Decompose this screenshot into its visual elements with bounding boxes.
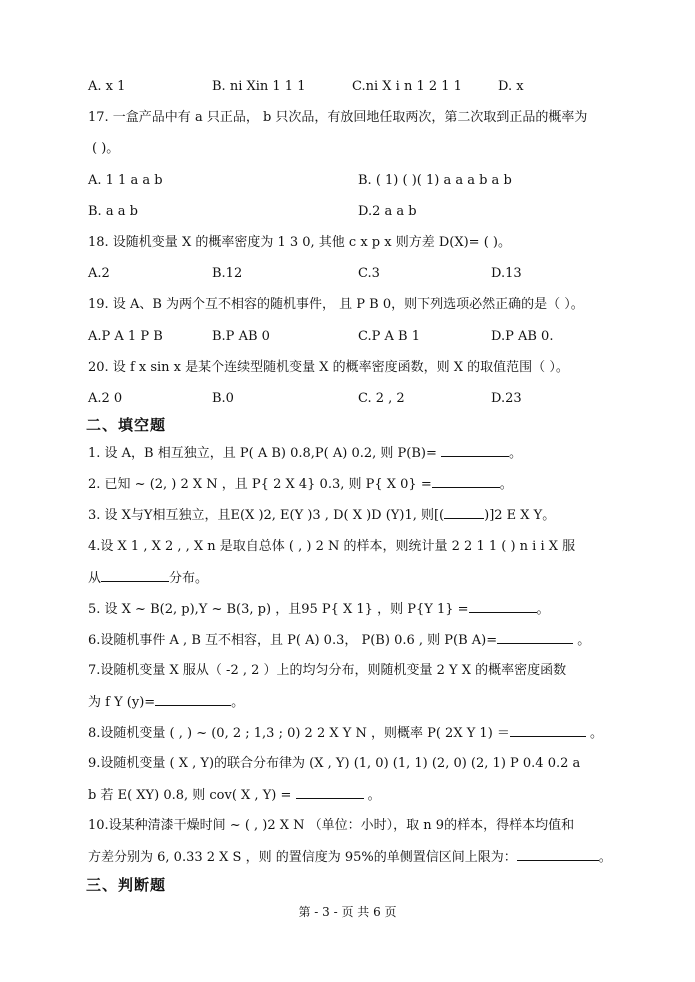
fill-5-blank: [469, 600, 537, 613]
fill-7-cont: [88, 693, 244, 712]
fill-1-blank: [441, 444, 509, 457]
fill-5: [88, 600, 550, 619]
q20-option-a: A.2 0: [88, 391, 123, 406]
fill-4-cont-text: 从: [88, 571, 102, 586]
fill-10-blank: [517, 848, 599, 861]
q17-stem: 17. 一盒产品中有 a 只正品， b 只次品，有放回地任取两次，第二次取到正品的概率为: [88, 110, 588, 125]
q19-option-a: A.P A 1 P B: [88, 329, 163, 344]
fill-3: [88, 506, 555, 525]
q18-option-d: D.13: [491, 266, 522, 281]
fill-1-post: 。: [509, 446, 523, 461]
fill-4-text: 4.设 X 1 , X 2 , , X n 是取自总体 ( , ) 2 N 的样本，则统计量 2 2 1 1 ( ) n i i X 服: [88, 539, 576, 554]
fill-10-post: 。: [598, 850, 612, 865]
q18-stem: 18. 设随机变量 X 的概率密度为 1 3 0, 其他 c x p x 则方差 D(X)= ( )。: [88, 235, 511, 250]
fill-10-text: 10.设某种清漆干燥时间 ~ ( , )2 X N （单位：小时），取 n 9的样本，得样本均值和: [88, 818, 575, 833]
fill-10-cont: [88, 848, 612, 867]
q19-option-c: C.P A B 1: [358, 329, 420, 344]
q20-stem: 20. 设 f x sin x 是某个连续型随机变量 X 的概率密度函数，则 X 的取值范围（ ）。: [88, 360, 569, 375]
fill-3-blank: [444, 506, 484, 519]
page-footer: 第 - 3 - 页 共 6 页: [298, 905, 397, 919]
fill-6-post: 。: [573, 633, 591, 648]
fill-7-text: 7.设随机变量 X 服从（ -2 , 2 ）上的均匀分布，则随机变量 2 Y X 的概率密度函数: [88, 663, 567, 678]
fill-4-cont: [88, 569, 208, 588]
fill-8: [88, 724, 603, 743]
q19-option-d: D.P AB 0.: [491, 329, 554, 344]
q19-option-b: B.P AB 0: [212, 329, 270, 344]
fill-10-cont-text: 方差分别为 6, 0.33 2 X S ，则 的置信度为 95%的单侧置信区间上限为：: [88, 850, 517, 865]
fill-9-blank: [296, 786, 364, 799]
fill-2-text: 2. 已知 ~ (2, ) 2 X N ，且 P{ 2 X 4} 0.3, 则 P{ X 0} =: [88, 477, 432, 492]
fill-9: [88, 755, 580, 773]
q18-option-a: A.2: [88, 266, 110, 281]
q18-option-b: B.12: [212, 266, 243, 281]
fill-9-cont: [88, 786, 381, 805]
q16-option-c: C.ni X i n 1 2 1 1: [352, 79, 462, 94]
fill-7-blank: [155, 693, 231, 706]
fill-3-post: )]2 E X Y。: [484, 508, 556, 523]
fill-9-post: 。: [363, 788, 381, 803]
q20-option-c: C. 2 , 2: [358, 391, 405, 406]
fill-6-blank: [497, 631, 573, 644]
fill-7-post: 。: [231, 695, 245, 710]
fill-5-text: 5. 设 X ~ B(2, p),Y ~ B(3, p) ，且95 P{ X 1} ，则 P{Y 1} =: [88, 602, 469, 617]
q16-option-b: B. ni Xin 1 1 1: [212, 79, 306, 94]
section-judgement-title: 三、判断题: [86, 876, 167, 894]
fill-6: [88, 631, 590, 650]
fill-2-post: 。: [499, 477, 513, 492]
q17-option-c: B. a a b: [88, 204, 138, 219]
fill-4-blank: [101, 569, 169, 582]
fill-7: [88, 662, 566, 680]
q19-stem: 19. 设 A、B 为两个互不相容的随机事件， 且 P B 0，则下列选项必然正确的是（ ）。: [88, 297, 584, 312]
fill-5-post: 。: [536, 602, 550, 617]
q17-paren: ( )。: [92, 141, 120, 156]
section-fill-in-title: 二、填空题: [86, 416, 167, 434]
fill-1: [88, 444, 522, 463]
q16-option-d: D. x: [498, 79, 524, 94]
fill-4: [88, 538, 575, 556]
fill-10: [88, 817, 574, 835]
fill-2: [88, 475, 513, 494]
fill-1-text: 1. 设 A，B 相互独立，且 P( A B) 0.8,P( A) 0.2, 则 P(B)=: [88, 446, 441, 461]
fill-3-text: 3. 设 X与Y相互独立，且E(X )2, E(Y )3 , D( X )D (Y)1, 则[(: [88, 508, 445, 523]
q18-option-c: C.3: [358, 266, 380, 281]
fill-4-post: 分布。: [169, 571, 209, 586]
fill-8-text: 8.设随机变量 ( , ) ~ (0, 2 ; 1,3 ; 0) 2 2 X Y N ，则概率 P( 2X Y 1) ＝: [88, 726, 510, 741]
q17-option-a: A. 1 1 a a b: [88, 173, 163, 188]
fill-7-cont-text: 为 f Y (y)=: [88, 695, 156, 710]
q17-option-d: D.2 a a b: [358, 204, 417, 219]
fill-6-text: 6.设随机事件 A , B 互不相容，且 P( A) 0.3， P(B) 0.6 , 则 P(B A)=: [88, 633, 498, 648]
q16-option-a: A. x 1: [88, 79, 126, 94]
fill-2-blank: [432, 475, 500, 488]
fill-8-blank: [510, 724, 586, 737]
q20-option-b: B.0: [212, 391, 234, 406]
fill-9-text: 9.设随机变量 ( X , Y)的联合分布律为 (X , Y) (1, 0) (1, 1) (2, 0) (2, 1) P 0.4 0.2 a: [88, 756, 581, 771]
fill-9-cont-text: b 若 E( XY) 0.8, 则 cov( X , Y) =: [88, 788, 296, 803]
q17-option-b: B. ( 1) ( )( 1) a a a b a b: [358, 173, 512, 188]
q20-option-d: D.23: [491, 391, 522, 406]
fill-8-post: 。: [585, 726, 604, 741]
